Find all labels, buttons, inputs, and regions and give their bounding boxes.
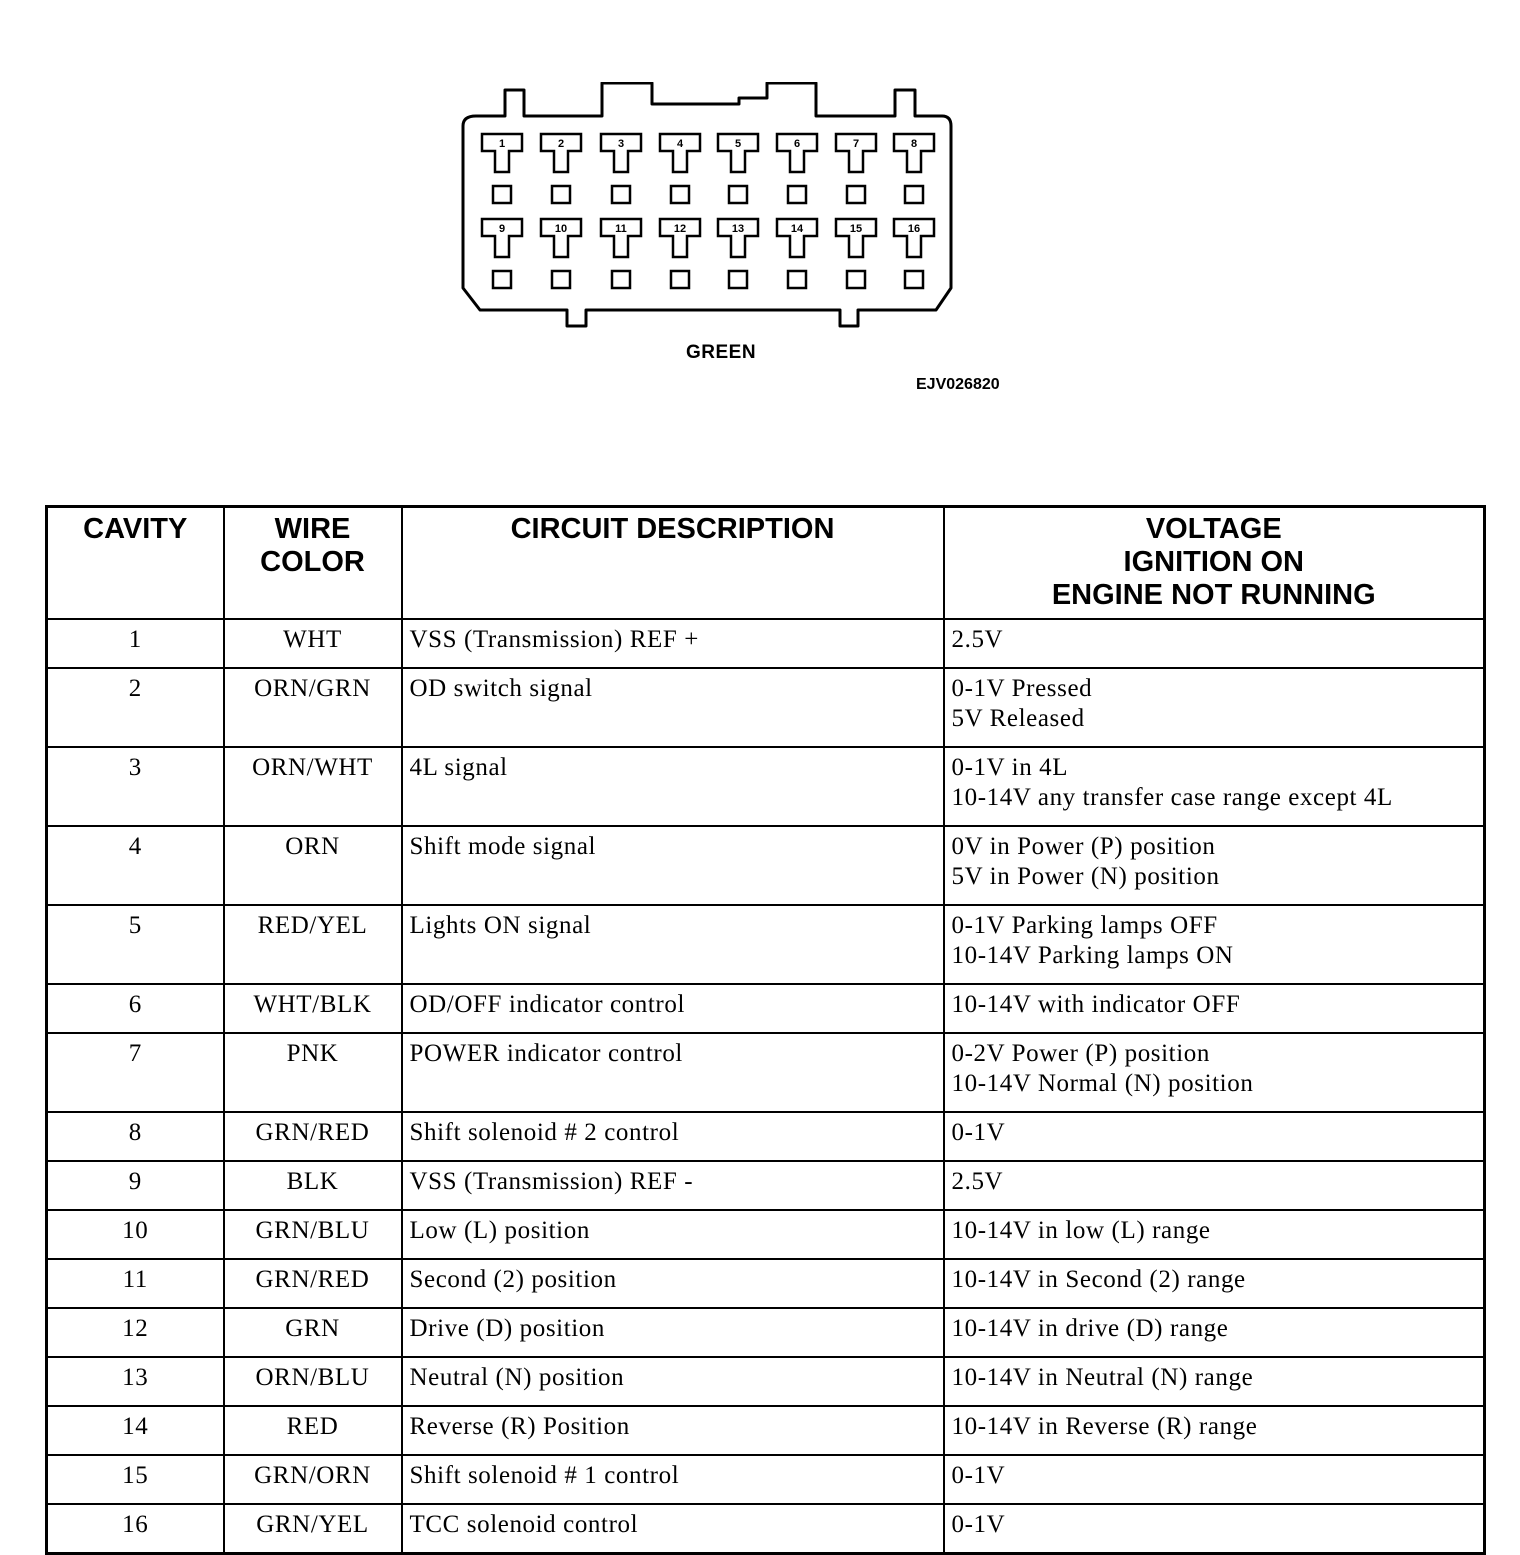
- cavity-cell: 2: [47, 668, 224, 747]
- voltage-line: 0-1V: [951, 1461, 1006, 1489]
- voltage-cell: [944, 1357, 1485, 1406]
- cavity-lock-square: [847, 186, 865, 203]
- voltage-line: 0-2V Power (P) position: [951, 1039, 1210, 1067]
- table-row: [47, 1308, 1485, 1357]
- voltage-line: 10-14V in Reverse (R) range: [951, 1412, 1258, 1440]
- cavity-number: 10: [554, 223, 568, 235]
- table-row: [47, 1504, 1485, 1554]
- cavity-cell: 8: [47, 1112, 224, 1161]
- circuit-description-cell: TCC solenoid control: [402, 1504, 944, 1554]
- circuit-description-cell: Neutral (N) position: [402, 1357, 944, 1406]
- wire-color-cell: GRN/RED: [224, 1112, 402, 1161]
- voltage-line: 5V Released: [951, 704, 1085, 732]
- voltage-cell: [944, 1455, 1485, 1504]
- cavity-13: [718, 219, 758, 288]
- wire-color-cell: ORN/GRN: [224, 668, 402, 747]
- table-row: [47, 1161, 1485, 1210]
- circuit-description-cell: Low (L) position: [402, 1210, 944, 1259]
- voltage-cell: [944, 1033, 1485, 1112]
- voltage-line: 0V in Power (P) position: [951, 832, 1216, 860]
- wire-color-cell: BLK: [224, 1161, 402, 1210]
- wire-color-cell: WHT/BLK: [224, 984, 402, 1033]
- voltage-line: 10-14V Normal (N) position: [951, 1069, 1254, 1097]
- cavity-3: [601, 134, 641, 203]
- cavity-cell: 9: [47, 1161, 224, 1210]
- cavity-lock-square: [671, 271, 689, 288]
- cavity-number: 1: [498, 138, 506, 150]
- circuit-description-cell: Lights ON signal: [402, 905, 944, 984]
- circuit-description-cell: VSS (Transmission) REF +: [402, 619, 944, 668]
- cavity-lock-square: [493, 186, 511, 203]
- cavity-number: 15: [849, 223, 863, 235]
- voltage-line: 0-1V in 4L: [951, 753, 1069, 781]
- cavity-number: 6: [793, 138, 801, 150]
- voltage-line: 2.5V: [951, 1167, 1004, 1195]
- cavity-lock-square: [847, 271, 865, 288]
- connector-diagram: [455, 82, 960, 337]
- cavity-16: [894, 219, 934, 288]
- cavity-number: 4: [676, 138, 684, 150]
- cavity-cell: 15: [47, 1455, 224, 1504]
- voltage-cell: [944, 984, 1485, 1033]
- circuit-description-cell: Shift solenoid # 1 control: [402, 1455, 944, 1504]
- header-voltage: VOLTAGE IGNITION ON ENGINE NOT RUNNING: [944, 507, 1485, 619]
- voltage-cell: [944, 905, 1485, 984]
- table-row: [47, 1357, 1485, 1406]
- wire-color-cell: ORN/BLU: [224, 1357, 402, 1406]
- cavity-number: 5: [734, 138, 742, 150]
- cavity-12: [660, 219, 700, 288]
- voltage-cell: [944, 1504, 1485, 1554]
- cavity-15: [836, 219, 876, 288]
- wire-color-cell: GRN/YEL: [224, 1504, 402, 1554]
- wire-color-cell: WHT: [224, 619, 402, 668]
- circuit-description-cell: OD/OFF indicator control: [402, 984, 944, 1033]
- circuit-description-cell: Shift solenoid # 2 control: [402, 1112, 944, 1161]
- cavity-cell: 12: [47, 1308, 224, 1357]
- cavity-lock-square: [552, 271, 570, 288]
- cavity-lock-square: [612, 186, 630, 203]
- voltage-line: 2.5V: [951, 625, 1004, 653]
- circuit-description-cell: 4L signal: [402, 747, 944, 826]
- wire-color-cell: RED/YEL: [224, 905, 402, 984]
- cavity-14: [777, 219, 817, 288]
- table-row: [47, 905, 1485, 984]
- voltage-cell: [944, 1259, 1485, 1308]
- cavity-lock-square: [788, 271, 806, 288]
- voltage-line: 0-1V Pressed: [951, 674, 1093, 702]
- table-row: [47, 1112, 1485, 1161]
- wire-color-cell: GRN/BLU: [224, 1210, 402, 1259]
- voltage-line: 0-1V Parking lamps OFF: [951, 911, 1218, 939]
- wire-color-cell: GRN: [224, 1308, 402, 1357]
- voltage-line: 10-14V in low (L) range: [951, 1216, 1211, 1244]
- table-row: [47, 826, 1485, 905]
- circuit-description-cell: Drive (D) position: [402, 1308, 944, 1357]
- voltage-line: 0-1V: [951, 1510, 1006, 1538]
- header-wire-color: WIRE COLOR: [224, 507, 402, 619]
- cavity-1: [482, 134, 522, 203]
- cavity-lock-square: [729, 186, 747, 203]
- connector-color-label: GREEN: [686, 342, 757, 363]
- circuit-description-cell: OD switch signal: [402, 668, 944, 747]
- cavity-number: 9: [498, 223, 506, 235]
- cavity-lock-square: [905, 186, 923, 203]
- cavity-cell: 11: [47, 1259, 224, 1308]
- voltage-cell: [944, 1112, 1485, 1161]
- table-row: [47, 1259, 1485, 1308]
- connector-housing: [463, 83, 951, 326]
- header-cavity: CAVITY: [47, 507, 224, 619]
- voltage-cell: [944, 1210, 1485, 1259]
- table-row: [47, 1406, 1485, 1455]
- circuit-description-cell: Second (2) position: [402, 1259, 944, 1308]
- voltage-line: 10-14V in Neutral (N) range: [951, 1363, 1254, 1391]
- circuit-description-cell: Shift mode signal: [402, 826, 944, 905]
- table-row: [47, 668, 1485, 747]
- cavity-6: [777, 134, 817, 203]
- voltage-line: 10-14V with indicator OFF: [951, 990, 1241, 1018]
- table-row: [47, 619, 1485, 668]
- cavity-4: [660, 134, 700, 203]
- cavity-lock-square: [729, 271, 747, 288]
- cavity-11: [601, 219, 641, 288]
- cavity-cell: 5: [47, 905, 224, 984]
- wire-color-cell: RED: [224, 1406, 402, 1455]
- cavity-cell: 3: [47, 747, 224, 826]
- cavity-lock-square: [552, 186, 570, 203]
- voltage-line: 0-1V: [951, 1118, 1006, 1146]
- table-row: [47, 1455, 1485, 1504]
- cavity-number: 2: [557, 138, 565, 150]
- cavity-cell: 13: [47, 1357, 224, 1406]
- voltage-line: 10-14V any transfer case range except 4L: [951, 783, 1393, 811]
- cavity-number: 14: [790, 223, 804, 235]
- cavity-lock-square: [788, 186, 806, 203]
- table-row: [47, 1033, 1485, 1112]
- wire-color-cell: PNK: [224, 1033, 402, 1112]
- cavity-number: 3: [617, 138, 625, 150]
- voltage-cell: [944, 1308, 1485, 1357]
- voltage-line: 10-14V in drive (D) range: [951, 1314, 1229, 1342]
- table-row: [47, 1210, 1485, 1259]
- cavity-lock-square: [612, 271, 630, 288]
- cavity-number: 8: [910, 138, 918, 150]
- wire-color-cell: ORN: [224, 826, 402, 905]
- voltage-line: 10-14V in Second (2) range: [951, 1265, 1246, 1293]
- cavity-cell: 7: [47, 1033, 224, 1112]
- cavity-7: [836, 134, 876, 203]
- voltage-cell: [944, 668, 1485, 747]
- cavity-number: 7: [852, 138, 860, 150]
- cavity-5: [718, 134, 758, 203]
- voltage-cell: [944, 619, 1485, 668]
- circuit-description-cell: Reverse (R) Position: [402, 1406, 944, 1455]
- cavity-lock-square: [905, 271, 923, 288]
- voltage-line: 10-14V Parking lamps ON: [951, 941, 1234, 969]
- table-header-row: [47, 507, 1485, 619]
- wire-color-cell: GRN/ORN: [224, 1455, 402, 1504]
- voltage-cell: [944, 1406, 1485, 1455]
- pinout-table: [45, 505, 1486, 1555]
- voltage-line: 5V in Power (N) position: [951, 862, 1220, 890]
- header-circuit-description: CIRCUIT DESCRIPTION: [402, 507, 944, 619]
- voltage-cell: [944, 826, 1485, 905]
- cavity-9: [482, 219, 522, 288]
- cavity-cell: 1: [47, 619, 224, 668]
- cavity-lock-square: [671, 186, 689, 203]
- table-row: [47, 747, 1485, 826]
- cavity-number: 13: [731, 223, 745, 235]
- cavity-number: 16: [907, 223, 921, 235]
- cavity-cell: 14: [47, 1406, 224, 1455]
- cavity-cell: 4: [47, 826, 224, 905]
- cavity-8: [894, 134, 934, 203]
- cavity-cell: 6: [47, 984, 224, 1033]
- cavity-cell: 16: [47, 1504, 224, 1554]
- wire-color-cell: ORN/WHT: [224, 747, 402, 826]
- cavity-number: 12: [673, 223, 687, 235]
- cavity-2: [541, 134, 581, 203]
- voltage-cell: [944, 747, 1485, 826]
- wire-color-cell: GRN/RED: [224, 1259, 402, 1308]
- cavity-10: [541, 219, 581, 288]
- table-row: [47, 984, 1485, 1033]
- cavity-lock-square: [493, 271, 511, 288]
- voltage-cell: [944, 1161, 1485, 1210]
- cavity-cell: 10: [47, 1210, 224, 1259]
- figure-code: EJV026820: [916, 376, 1000, 393]
- circuit-description-cell: POWER indicator control: [402, 1033, 944, 1112]
- cavity-number: 11: [615, 223, 627, 235]
- circuit-description-cell: VSS (Transmission) REF -: [402, 1161, 944, 1210]
